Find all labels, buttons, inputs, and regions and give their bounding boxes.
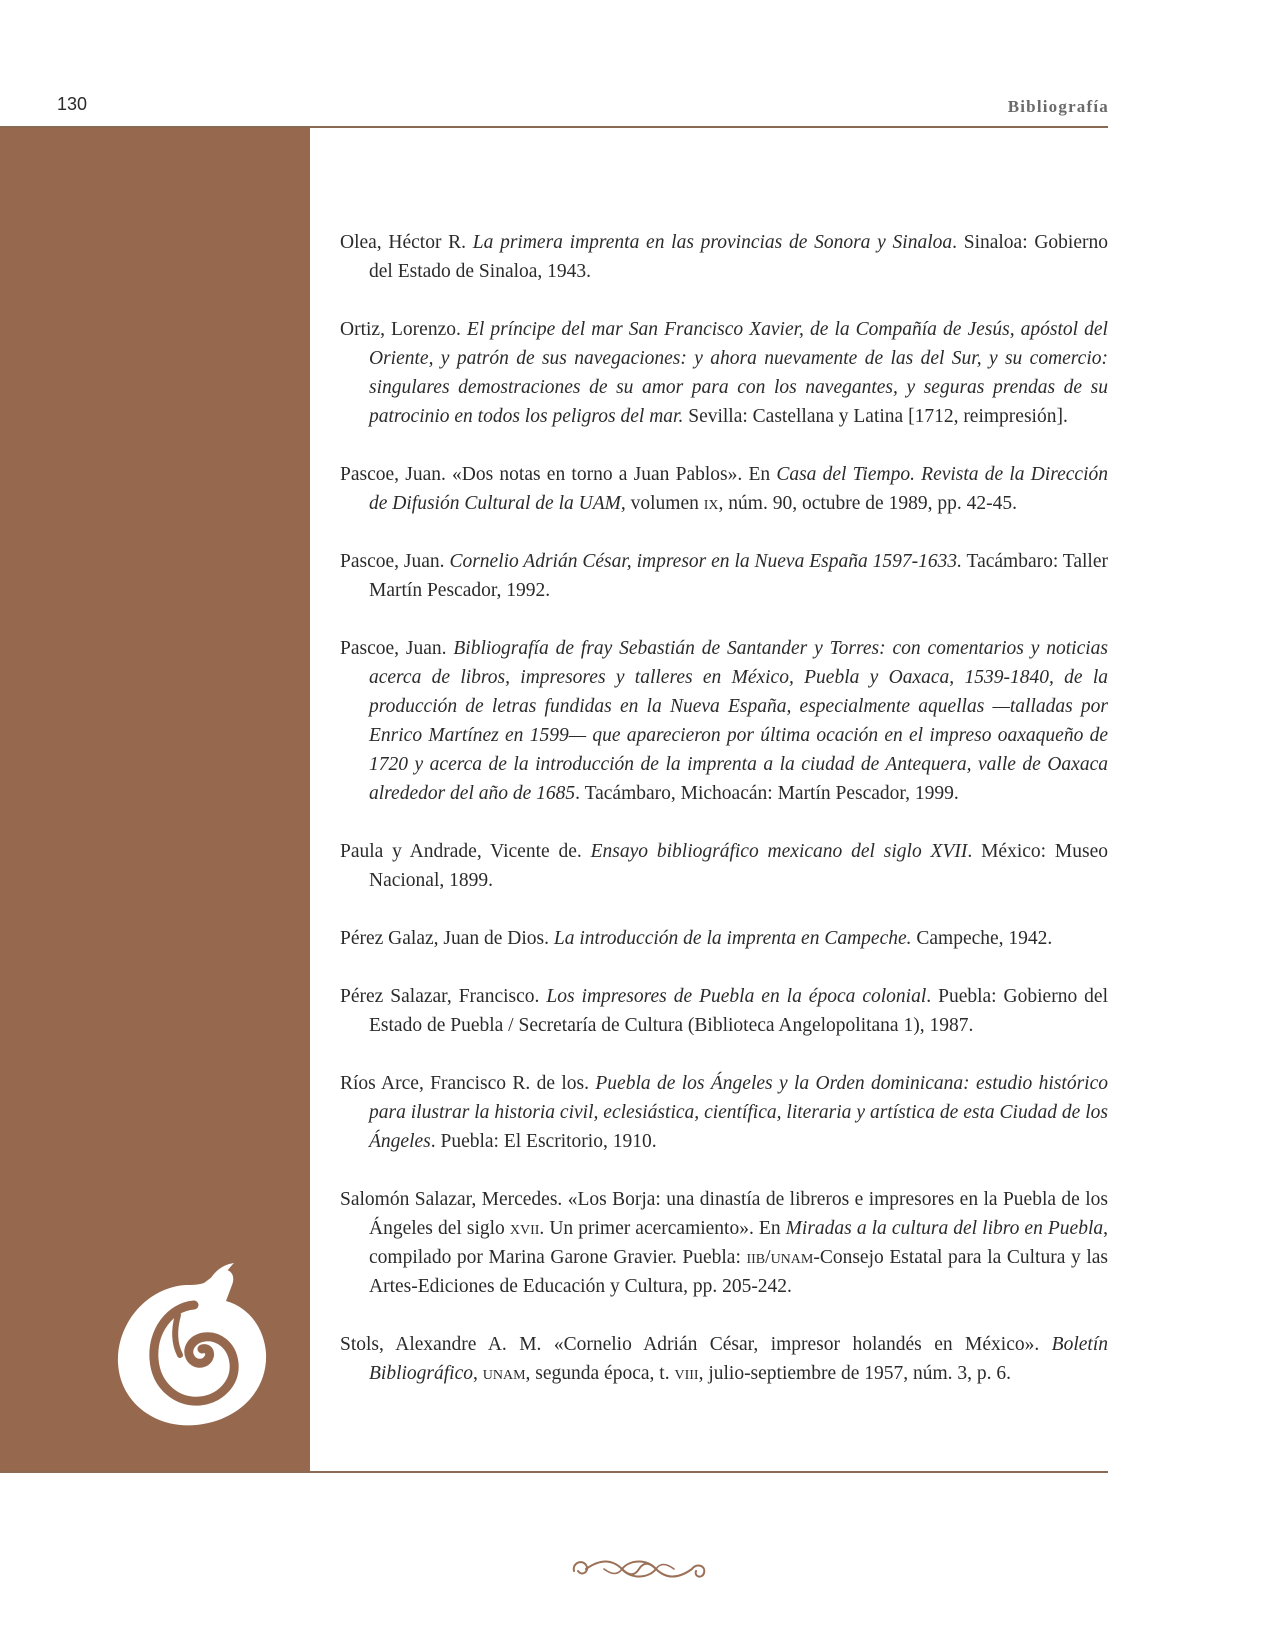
entry-title: El príncipe del mar San Francisco Xavier, de la Compañía de Jesús, apóstol del Oriente, y patrón de sus navegaciones: y ahora nuevamente de las del Sur, y su comercio: singulares demostraciones de su amor para con los navegantes, y seguras prendas de su patrocinio en todos los peligros del mar. [369, 319, 1108, 427]
entry-volume-numeral: viii [674, 1363, 699, 1384]
entry-publication-end: , julio-septiembre de 1957, núm. 3, p. 6. [698, 1363, 1012, 1384]
entry-institution-abbrev: iib/unam [746, 1247, 814, 1268]
bibliography-entry [340, 547, 1108, 605]
monogram-g-icon [108, 1245, 278, 1435]
entry-title: Miradas a la cultura del libro en Puebla [785, 1218, 1104, 1239]
entry-publication: . Puebla: Gobierno del Estado de Puebla / Secretaría de Cultura (Biblioteca Angelopolitana 1), 1987. [369, 986, 1108, 1036]
bibliography-entry [340, 315, 1108, 431]
bibliography-entry [340, 982, 1108, 1040]
bibliography-list [340, 228, 1108, 1417]
entry-title: La introducción de la imprenta en Campeche. [553, 928, 912, 949]
bibliography-entry [340, 634, 1108, 808]
entry-publication: . México: Museo Nacional, 1899. [369, 841, 1108, 891]
flourish-ornament-icon [568, 1549, 710, 1589]
page-number: 130 [57, 94, 88, 114]
entry-title: Los impresores de Puebla en la época colonial [546, 986, 927, 1007]
entry-author: Pascoe, Juan. «Dos notas en torno a Juan Pablos». En [340, 464, 777, 485]
entry-publication: , compilado por Marina Garone Gravier. Puebla: [369, 1218, 1109, 1268]
entry-publication-end: , núm. 90, octubre de 1989, pp. 42-45. [718, 493, 1017, 514]
entry-author: Olea, Héctor R. [340, 232, 473, 253]
entry-publication: Tacámbaro: Taller Martín Pescador, 1992. [369, 551, 1108, 601]
bibliography-entry [340, 1330, 1108, 1388]
entry-author: Paula y Andrade, Vicente de. [340, 841, 591, 862]
bibliography-entry [340, 924, 1108, 953]
bibliography-entry [340, 1185, 1108, 1301]
entry-institution-abbrev: unam [482, 1363, 526, 1384]
bottom-rule [0, 1471, 1108, 1473]
entry-author: Pérez Galaz, Juan de Dios. [340, 928, 554, 949]
entry-author-continued: . Un primer acercamiento». En [539, 1218, 786, 1239]
entry-title: Casa del Tiempo. Revista de la Dirección de Difusión Cultural de la UAM, [369, 464, 1108, 514]
entry-volume-numeral: ix [703, 493, 719, 514]
entry-publication: . Sinaloa: Gobierno del Estado de Sinaloa, 1943. [369, 232, 1108, 282]
entry-publication: . Puebla: El Escritorio, 1910. [430, 1131, 657, 1152]
entry-author: Salomón Salazar, Mercedes. «Los Borja: una dinastía de libreros e impresores en la Puebla de los Ángeles del siglo [340, 1189, 1108, 1239]
entry-publication: volumen [625, 493, 704, 514]
entry-title: Cornelio Adrián César, impresor en la Nueva España 1597-1633. [449, 551, 962, 572]
entry-title: Bibliografía de fray Sebastián de Santander y Torres: con comentarios y noticias acerca de libros, impresores y talleres en México, Puebla y Oaxaca, 1539-1840, de la producción de letras fundidas en la Nueva España, especialmente aquellas —talladas por Enrico Martínez en 1599— que aparecieron por última ocación en el impreso oaxaqueño de 1720 y acerca de la introducción de la imprenta a la ciudad de Antequera, valle de Oaxaca alrededor del año de 1685 [369, 638, 1108, 804]
entry-author: Ortiz, Lorenzo. [340, 319, 467, 340]
bibliography-entry [340, 228, 1108, 286]
bibliography-entry [340, 837, 1108, 895]
entry-publication-end: -Consejo Estatal para la Cultura y las Artes-Ediciones de Educación y Cultura, pp. 205-242. [369, 1247, 1108, 1297]
entry-author: Stols, Alexandre A. M. «Cornelio Adrián César, impresor holandés en México». [340, 1334, 1052, 1355]
running-head: Bibliografía [1007, 97, 1109, 116]
entry-publication: , [473, 1363, 483, 1384]
entry-title: Boletín Bibliográfico [369, 1334, 1108, 1384]
entry-title: Puebla de los Ángeles y la Orden dominicana: estudio histórico para ilustrar la historia civil, eclesiástica, científica, literaria y artística de esta Ciudad de los Ángeles [369, 1073, 1108, 1152]
entry-title: La primera imprenta en las provincias de Sonora y Sinaloa [472, 232, 953, 253]
entry-author: Pascoe, Juan. [340, 551, 450, 572]
entry-publication: Sevilla: Castellana y Latina [1712, reimpresión]. [683, 406, 1068, 427]
bibliography-entry [340, 1069, 1108, 1156]
entry-century-numeral: xvii [509, 1218, 540, 1239]
entry-publication: . Tacámbaro, Michoacán: Martín Pescador, 1999. [575, 783, 959, 804]
entry-author: Ríos Arce, Francisco R. de los. [340, 1073, 596, 1094]
entry-author: Pascoe, Juan. [340, 638, 454, 659]
bibliography-entry [340, 460, 1108, 518]
entry-author: Pérez Salazar, Francisco. [340, 986, 547, 1007]
entry-title: Ensayo bibliográfico mexicano del siglo XVII [590, 841, 968, 862]
entry-publication: Campeche, 1942. [911, 928, 1053, 949]
entry-publication-mid: , segunda época, t. [525, 1363, 675, 1384]
